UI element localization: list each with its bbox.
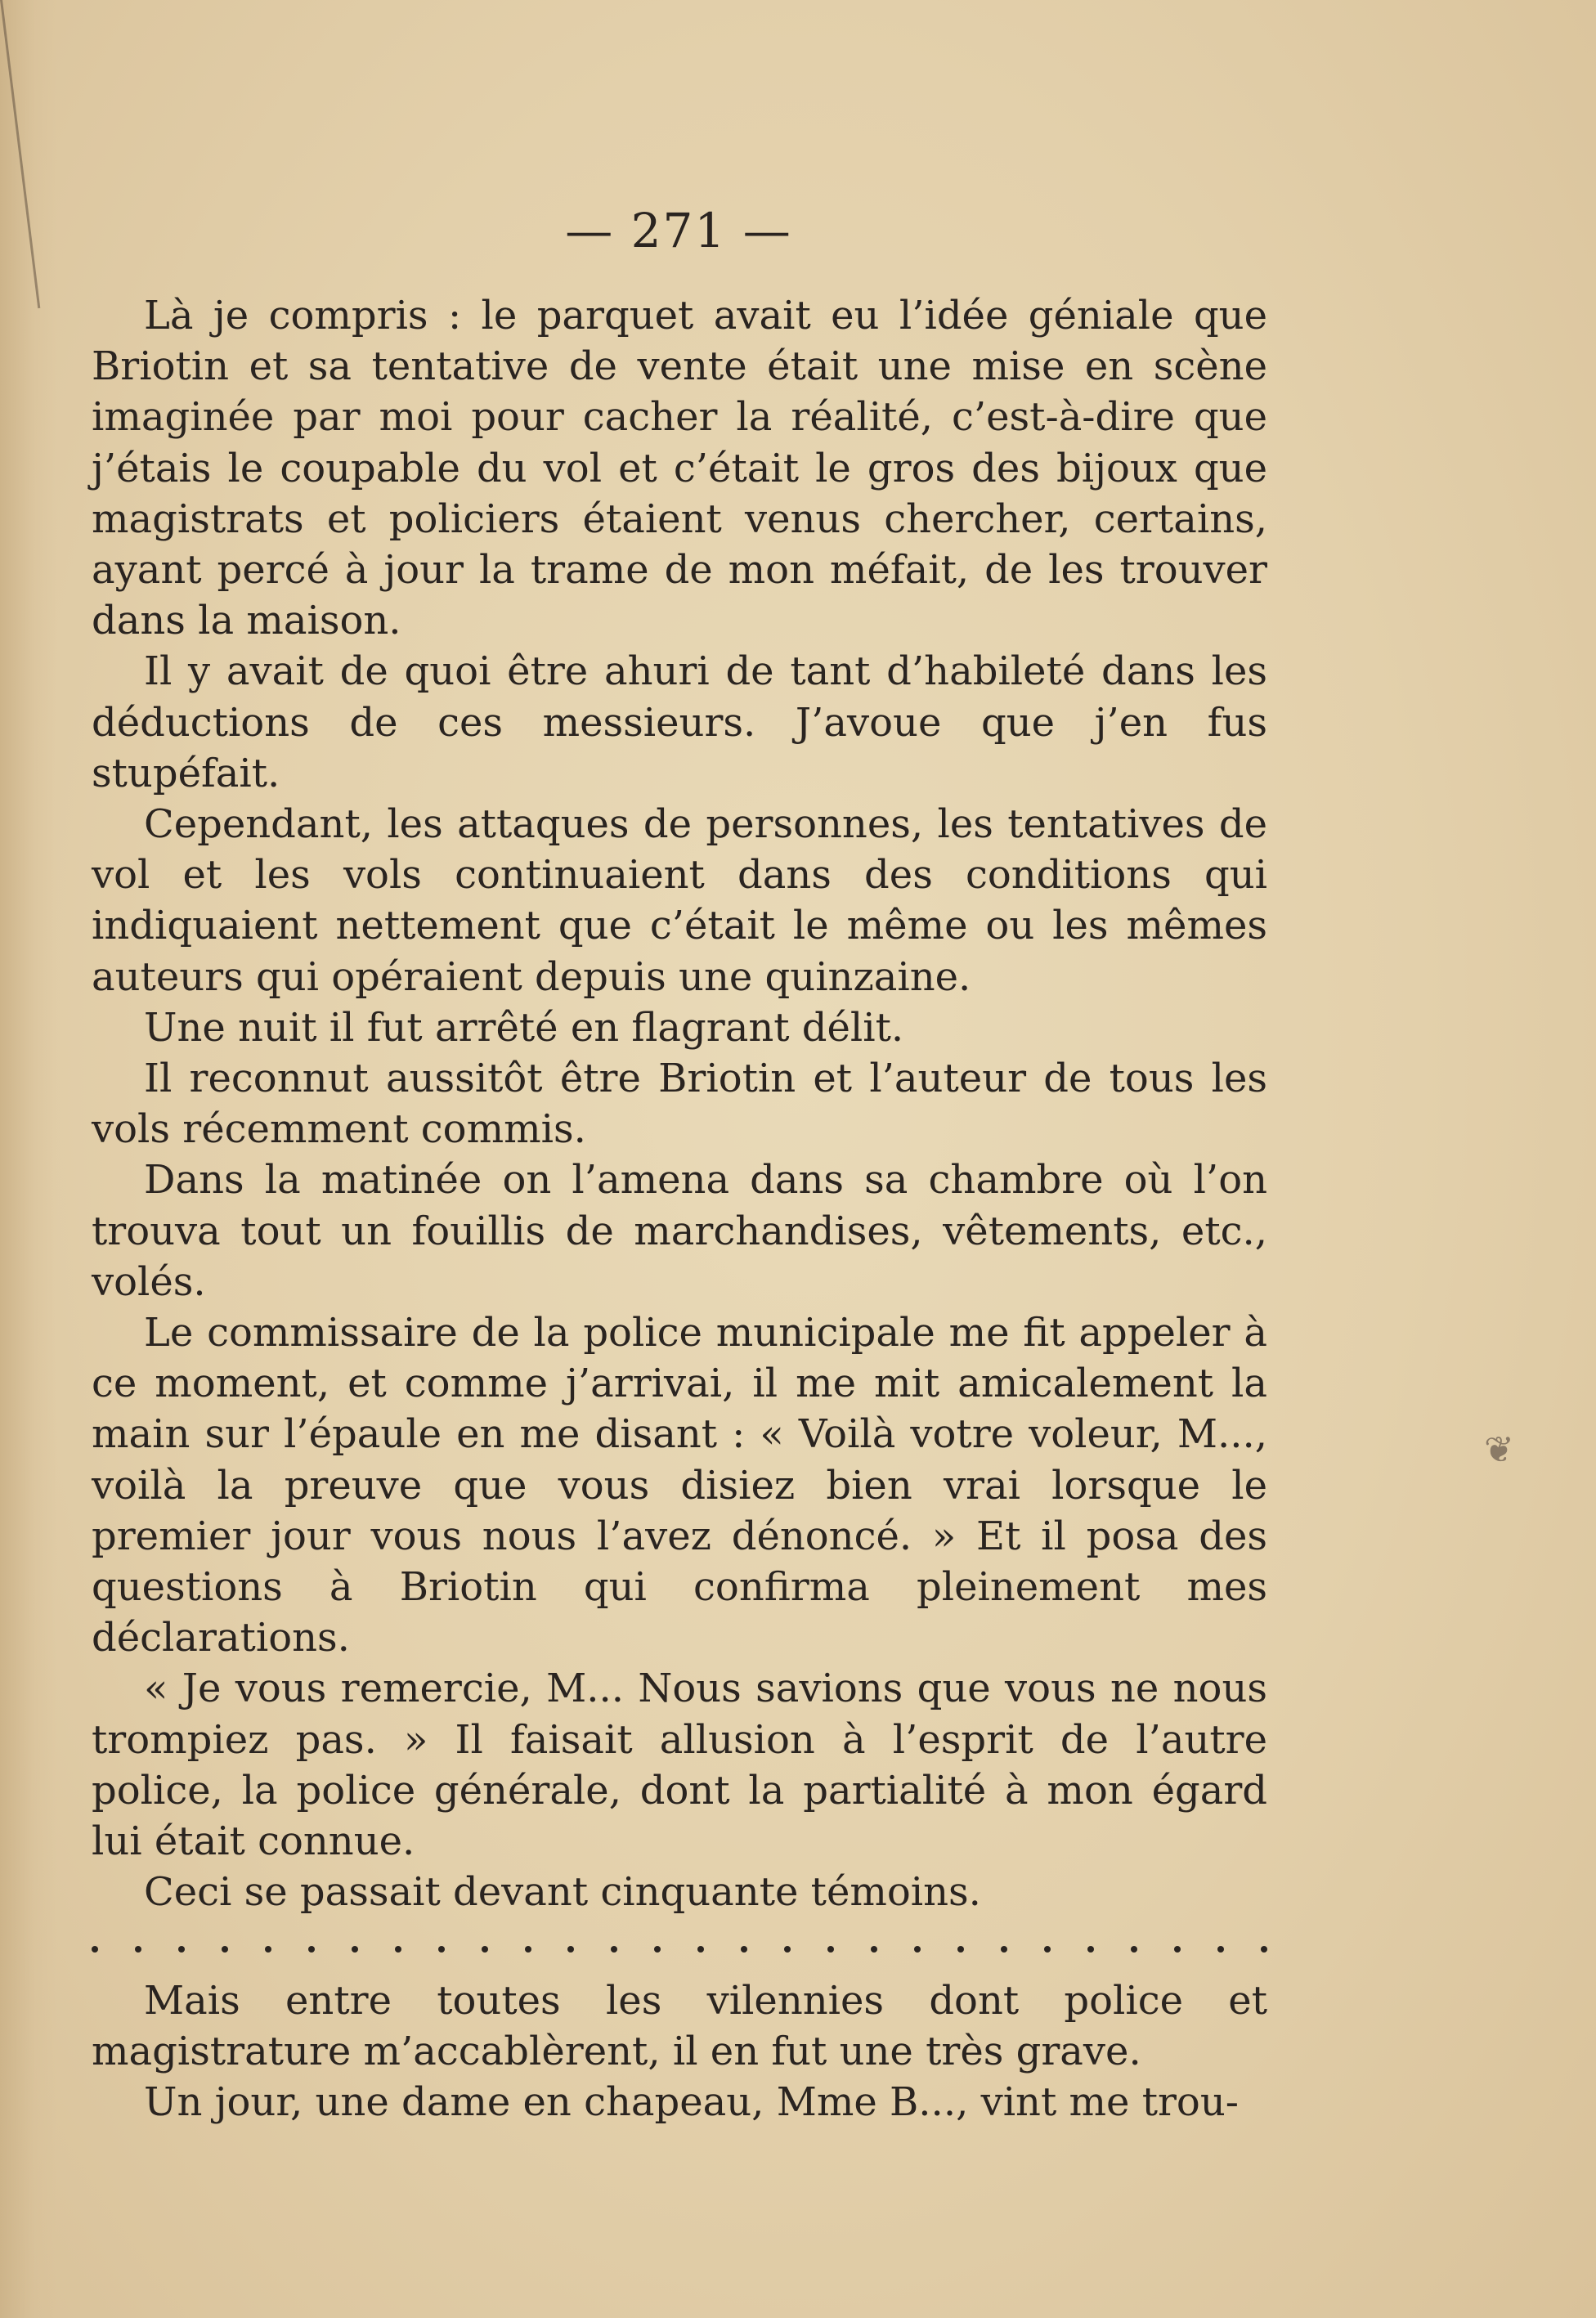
page-edge-shadow	[0, 0, 57, 2318]
paragraph-1: Là je compris : le parquet avait eu l’idée géniale que Briotin et sa tentative de vente était une mise en scène imaginée par moi pour cacher la réalité, c’est-à-dire que j’étais le coupable du vol et c’était le gros des bijoux que magistrats et policiers étaient venus chercher, certains, ayant percé à jour la trame de mon méfait, de les trouver dans la maison.	[92, 293, 1267, 644]
section-break-dots	[92, 1923, 1267, 1975]
paragraph-3: Cependant, les attaques de personnes, les tentatives de vol et les vols continuaient dans des conditions qui indiquaient nettement que c’était le même ou les mêmes auteurs qui opéraient depuis une quinzaine.	[92, 801, 1267, 1000]
paragraph-11: Un jour, une dame en chapeau, Mme B..., vint me trou-	[144, 2078, 1239, 2125]
paragraph-5: Il reconnut aussitôt être Briotin et l’auteur de tous les vols récemment commis.	[92, 1056, 1267, 1153]
page-number: — 271 —	[565, 203, 792, 258]
paragraph-9: Ceci se passait devant cinquante témoins.	[144, 1869, 981, 1916]
paragraph-7: Le commissaire de la police municipale me fit appeler à ce moment, et comme j’arrivai, il me mit amicalement la main sur l’épaule en me disant : « Voilà votre voleur, M..., voilà la preuve que vous disiez bien vrai lorsque le premier jour vous nous l’avez dénoncé. » Et il posa des questions à Briotin qui confirma pleinement mes déclarations.	[92, 1310, 1267, 1661]
paragraph-2: Il y avait de quoi être ahuri de tant d’habileté dans les déductions de ces messieurs. J’avoue que j’en fus stupéfait.	[92, 648, 1267, 796]
paragraph-8: « Je vous remercie, M... Nous savions que vous ne nous trompiez pas. » Il faisait allusion à l’esprit de l’autre police, la police générale, dont la partialité à mon égard lui était connue.	[92, 1666, 1267, 1865]
text-body	[92, 290, 1267, 2127]
paragraph-4: Une nuit il fut arrêté en flagrant délit.	[144, 1004, 904, 1051]
paragraph-6: Dans la matinée on l’amena dans sa chambre où l’on trouva tout un fouillis de marchandises, vêtements, etc., volés.	[92, 1157, 1267, 1305]
ink-blot-mark: ❦	[1484, 1429, 1514, 1471]
paragraph-10: Mais entre toutes les vilennies dont police et magistrature m’accablèrent, il en fut une très grave.	[92, 1977, 1267, 2074]
